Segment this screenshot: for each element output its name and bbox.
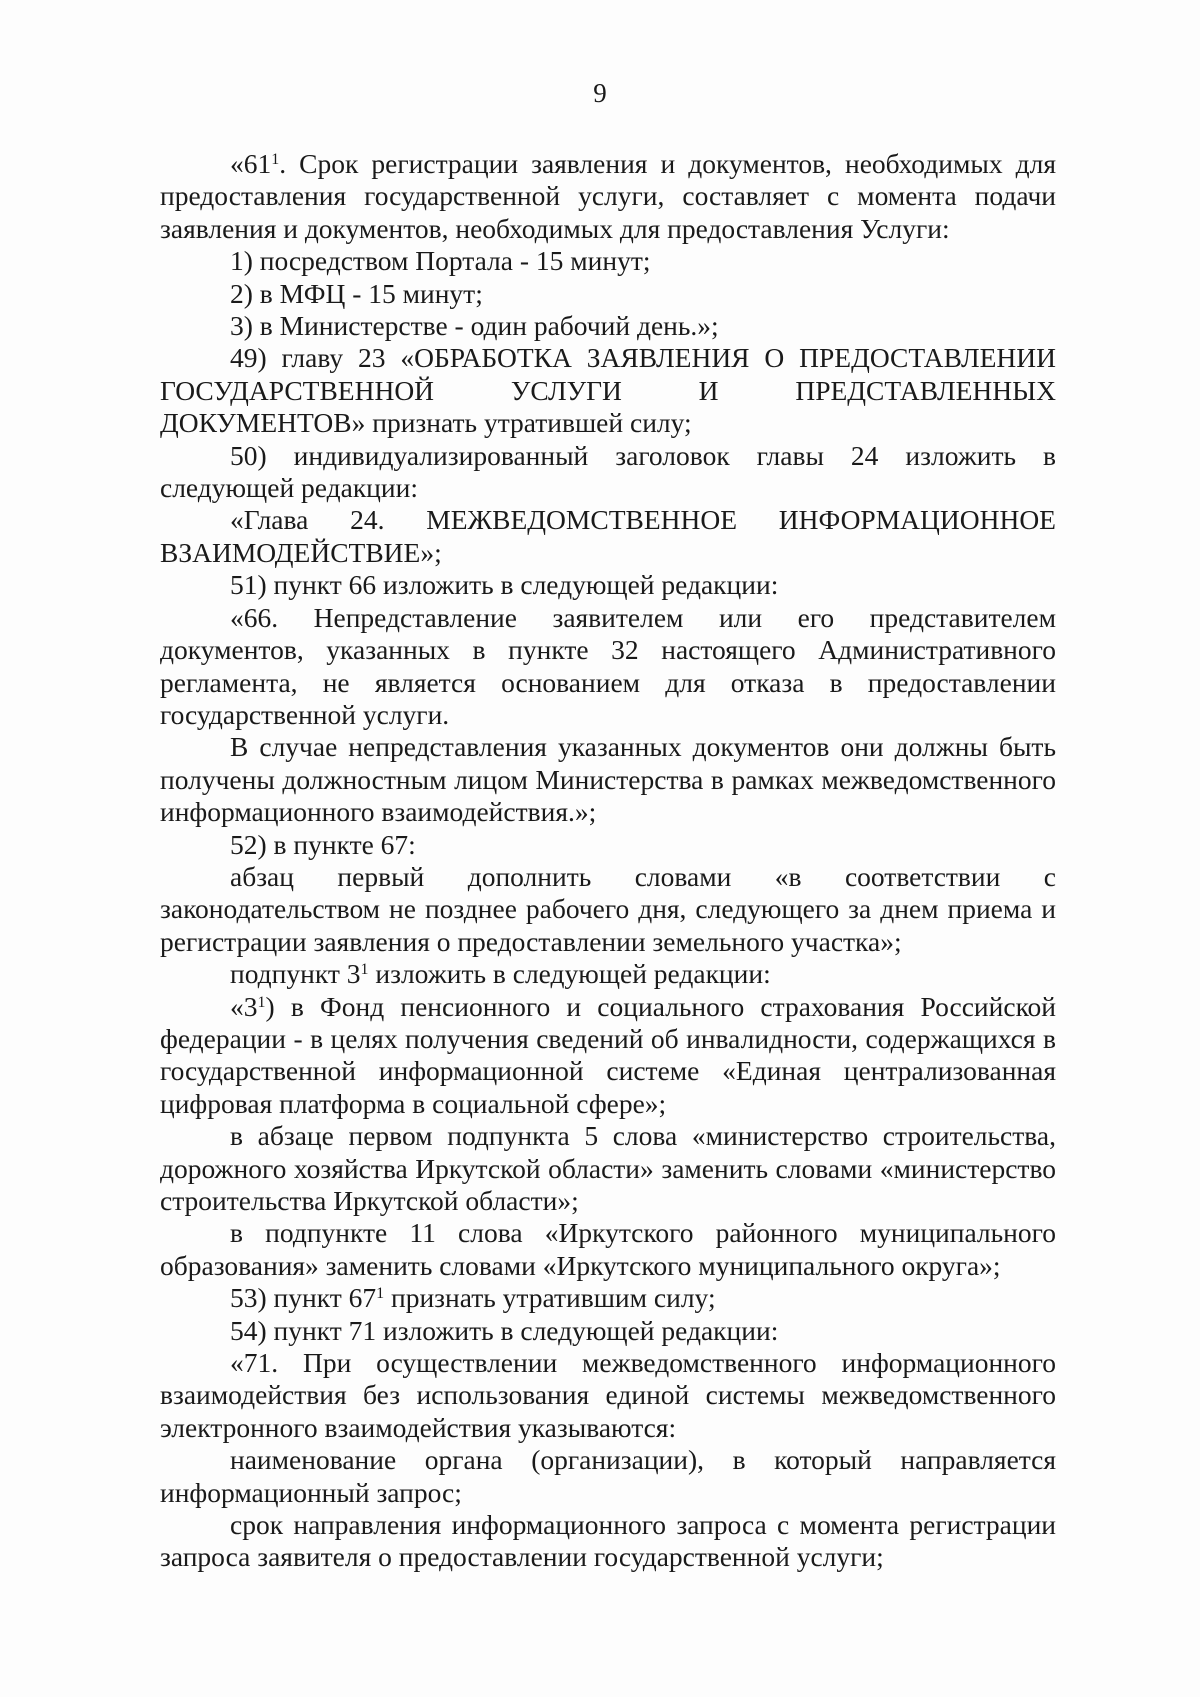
paragraph-66: «66. Непредставление заявителем или его представителем документов, указанных в пункте 32 настоящего Административного регламента, не является основанием для отказа в предоставлении государственной услуги. [160, 601, 1056, 730]
text-fragment: «3 [230, 990, 258, 1022]
paragraph-subpoint-11: в подпункте 11 слова «Иркутского районного муниципального образования» заменить словами «Иркутского муниципального округа»; [160, 1217, 1056, 1281]
paragraph-71-item-2: срок направления информационного запроса с момента регистрации запроса заявителя о предоставлении государственной услуги; [160, 1509, 1056, 1573]
paragraph-52: 52) в пункте 67: [230, 828, 416, 860]
paragraph-49: 49) главу 23 «ОБРАБОТКА ЗАЯВЛЕНИЯ О ПРЕДОСТАВЛЕНИИ ГОСУДАРСТВЕННОЙ УСЛУГИ И ПРЕДСТАВЛЕННЫХ ДОКУМЕНТОВ» признать утратившей силу; [160, 342, 1056, 439]
superscript: 1 [257, 993, 266, 1011]
paragraph-71-item-1: наименование органа (организации), в который направляется информационный запрос; [160, 1444, 1056, 1508]
paragraph-subpoint-3-1 [160, 958, 1056, 990]
text-fragment: ) в Фонд пенсионного и социального страхования Российской федерации - в целях получения сведений об инвалидности, содержащихся в государственной информационной системе «Единая централизованная цифровая платформа в социальной сфере»; [160, 990, 1056, 1119]
paragraph-61-1 [160, 148, 1056, 245]
paragraph-item-3: 3) в Министерстве - один рабочий день.»; [230, 310, 719, 342]
text-fragment: 53) пункт 67 [230, 1282, 377, 1314]
text-fragment: «61 [230, 148, 272, 179]
paragraph-item-1: 1) посредством Портала - 15 минут; [230, 245, 651, 277]
page-number: 9 [593, 78, 607, 108]
superscript: 1 [271, 151, 280, 169]
paragraph-subpoint-5: в абзаце первом подпункта 5 слова «министерство строительства, дорожного хозяйства Иркутской области» заменить словами «министерство строительства Иркутской области»; [160, 1120, 1056, 1216]
text-fragment: изложить в следующей редакции: [368, 958, 771, 990]
paragraph-51: 51) пункт 66 изложить в следующей редакции: [230, 569, 779, 601]
text-fragment: признать утратившим силу; [384, 1282, 716, 1314]
paragraph-53 [160, 1282, 1056, 1314]
chapter-24-heading: «Глава 24. МЕЖВЕДОМСТВЕННОЕ ИНФОРМАЦИОННОЕ ВЗАИМОДЕЙСТВИЕ»; [160, 504, 1056, 568]
text-fragment: подпункт 3 [230, 958, 361, 990]
paragraph-54: 54) пункт 71 изложить в следующей редакции: [230, 1314, 779, 1346]
paragraph-3-1-text [160, 991, 1056, 1121]
paragraph-52-abzac: абзац первый дополнить словами «в соответствии с законодательством не позднее рабочего дня, следующего за днем приема и регистрации заявления о предоставлении земельного участка»; [160, 860, 1056, 957]
text-fragment: . Срок регистрации заявления и документов, необходимых для предоставления государственной услуги, составляет с момента подачи заявления и документов, необходимых для предоставления Услуги: [160, 148, 1056, 244]
paragraph-item-2: 2) в МФЦ - 15 минут; [230, 277, 483, 309]
document-body [160, 148, 1056, 1574]
paragraph-71: «71. При осуществлении межведомственного информационного взаимодействия без использования единой системы межведомственного электронного взаимодействия указываются: [160, 1347, 1056, 1443]
paragraph-50: 50) индивидуализированный заголовок главы 24 изложить в следующей редакции: [160, 439, 1056, 504]
superscript: 1 [376, 1285, 385, 1303]
paragraph-66-second: В случае непредставления указанных документов они должны быть получены должностным лицом Министерства в рамках межведомственного информационного взаимодействия.»; [160, 731, 1056, 828]
superscript: 1 [360, 961, 369, 979]
